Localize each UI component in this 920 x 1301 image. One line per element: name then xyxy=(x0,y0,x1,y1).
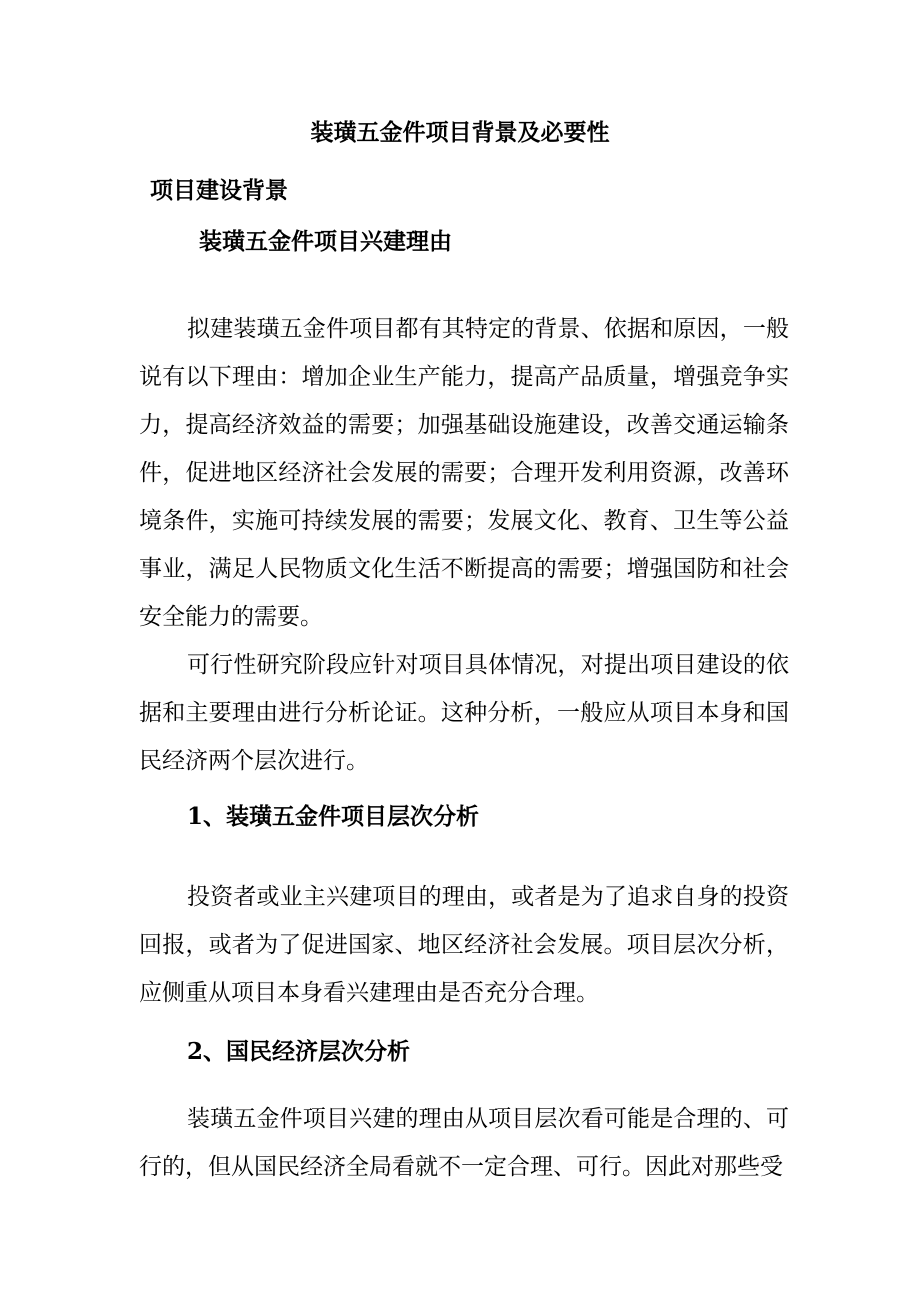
paragraph-reasons: 拟建装璜五金件项目都有其特定的背景、依据和原因，一般说有以下理由：增加企业生产能力，提高产品质量，增强竞争实力，提高经济效益的需要；加强基础设施建设，改善交通运输条件，促进地区经济社会发展的需要；合理开发利用资源，改善环境条件，实施可持续发展的需要；发展文化、教育、卫生等公益事业，满足人民物质文化生活不断提高的需要；增强国防和社会安全能力的需要。 xyxy=(139,316,789,630)
document-title: 装璜五金件项目背景及必要性 xyxy=(310,119,610,146)
heading-project-level-analysis: 1、装璜五金件项目层次分析 xyxy=(187,803,480,830)
paragraph-feasibility: 可行性研究阶段应针对项目具体情况，对提出项目建设的依据和主要理由进行分析论证。这种分析，一般应从项目本身和国民经济两个层次进行。 xyxy=(139,652,789,774)
paragraph-national-economy: 装璜五金件项目兴建的理由从项目层次看可能是合理的、可行的，但从国民经济全局看就不一定合理、可行。因此对那些受 xyxy=(139,1106,789,1180)
paragraph-project-level: 投资者或业主兴建项目的理由，或者是为了追求自身的投资回报，或者为了促进国家、地区经济社会发展。项目层次分析，应侧重从项目本身看兴建理由是否充分合理。 xyxy=(139,884,789,1006)
heading-national-economy-analysis: 2、国民经济层次分析 xyxy=(187,1038,411,1065)
section-heading: 项目建设背景 xyxy=(150,177,288,204)
subsection-heading: 装璜五金件项目兴建理由 xyxy=(199,228,452,255)
